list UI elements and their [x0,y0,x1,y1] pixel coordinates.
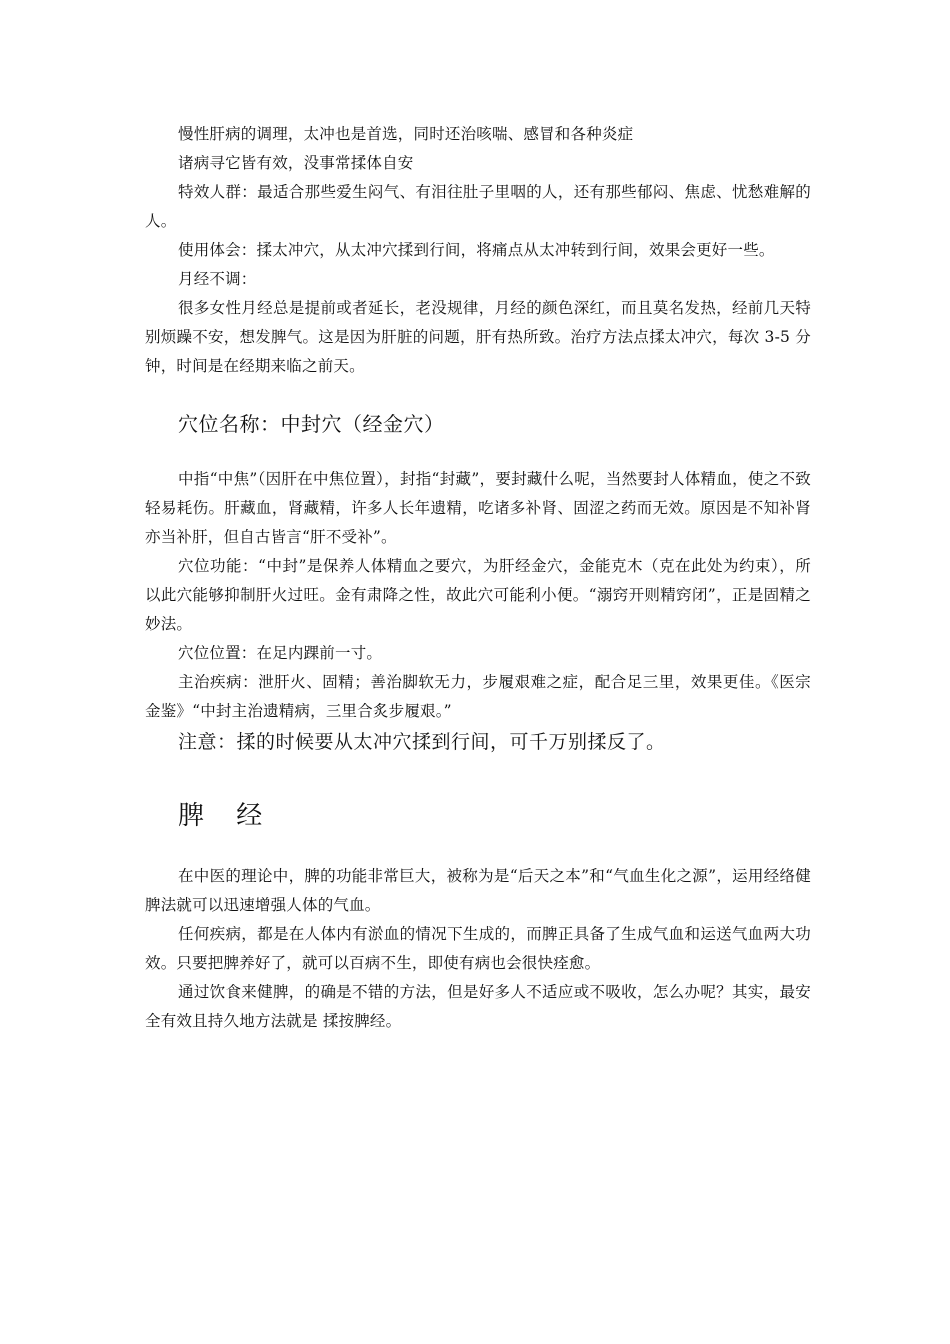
paragraph: 中指“中焦”（因肝在中焦位置），封指“封藏”，要封藏什么呢，当然要封人体精血，使之不致轻易耗伤。肝藏血，肾藏精，许多人长年遗精，吃诸多补肾、固涩之药而无效。原因是不知补肾亦当补肝，但自古皆言“肝不受补”。 [145,470,811,546]
paragraph: 特效人群：最适合那些爱生闷气、有泪往肚子里咽的人，还有那些郁闷、焦虑、忧愁难解的人。 [145,183,811,230]
paragraph: 月经不调： [178,270,257,288]
paragraph: 很多女性月经总是提前或者延长，老没规律，月经的颜色深红，而且莫名发热，经前几天特别烦躁不安，想发脾气。这是因为肝脏的问题，肝有热所致。治疗方法点揉太冲穴，每次 3-5 分钟，时间是在经期来临之前天。 [145,299,811,375]
paragraph: 诸病寻它皆有效，没事常揉体自安 [178,154,414,172]
note-text: 注意：揉的时候要从太冲穴揉到行间，可千万别揉反了。 [178,731,666,753]
section-zhongfeng-text [145,465,811,758]
chapter-spleen-text [145,862,811,1036]
paragraph: 慢性肝病的调理，太冲也是首选，同时还治咳喘、感冒和各种炎症 [178,125,634,143]
paragraph: 穴位位置：在足内踝前一寸。 [178,644,383,662]
paragraph: 主治疾病：泄肝火、固精；善治脚软无力，步履艰难之症，配合足三里，效果更佳。《医宗金鉴》“中封主治遗精病，三里合炙步履艰。” [145,673,811,720]
paragraph: 使用体会：揉太冲穴，从太冲穴揉到行间，将痛点从太冲转到行间，效果会更好一些。 [178,241,775,259]
paragraph: 任何疾病，都是在人体内有淤血的情况下生成的，而脾正具备了生成气血和运送气血两大功效。只要把脾养好了，就可以百病不生，即使有病也会很快痊愈。 [145,925,811,972]
document-body [145,120,811,1036]
paragraph: 在中医的理论中，脾的功能非常巨大，被称为是“后天之本”和“气血生化之源”，运用经络健脾法就可以迅速增强人体的气血。 [145,867,811,914]
section-heading-zhongfeng: 穴位名称：中封穴（经金穴） [178,412,445,436]
paragraph: 通过饮食来健脾，的确是不错的方法，但是好多人不适应或不吸收，怎么办呢？其实，最安全有效且持久地方法就是 揉按脾经。 [145,983,811,1030]
paragraph: 穴位功能：“中封”是保养人体精血之要穴，为肝经金穴，金能克木（克在此处为约束），所以此穴能够抑制肝火过旺。金有肃降之性，故此穴可能利小便。“溺窍开则精窍闭”，正是固精之妙法。 [145,557,811,633]
section-taichong-text [145,120,811,381]
chapter-heading-spleen-meridian: 脾 经 [178,801,275,831]
